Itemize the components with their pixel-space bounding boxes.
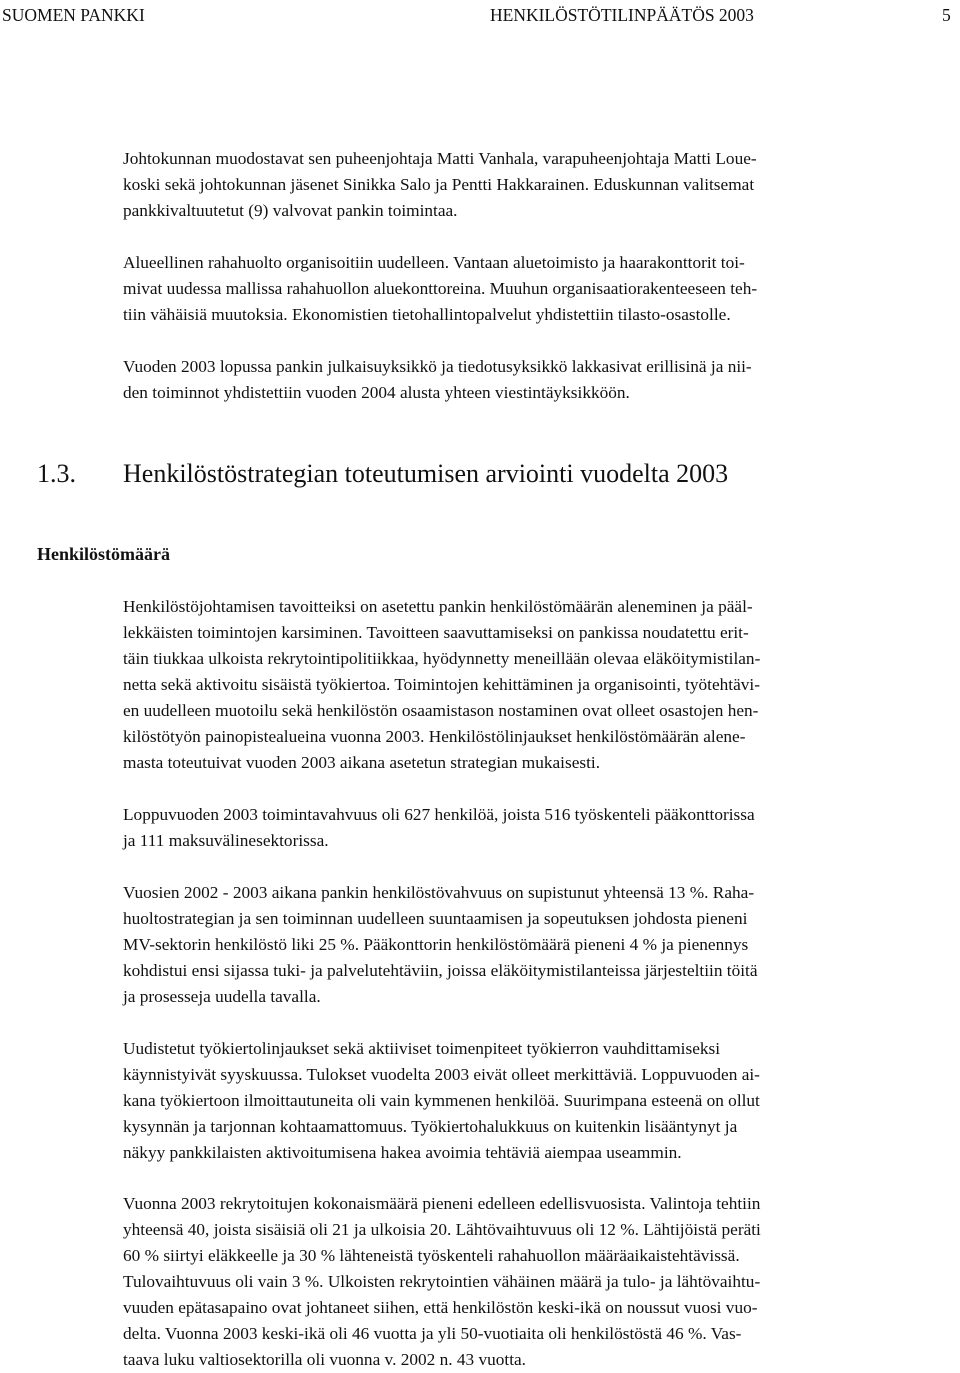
text-line: Alueellinen rahahuolto organisoitiin uudelleen. Vantaan aluetoimisto ja haarakonttorit toi- [123, 253, 745, 272]
subheading: Henkilöstömäärä [37, 544, 170, 564]
text-line: ja prosesseja uudella tavalla. [123, 987, 321, 1006]
paragraph [123, 594, 955, 776]
header-document-title: HENKILÖSTÖTILINPÄÄTÖS 2003 [490, 5, 754, 25]
paragraph [123, 802, 955, 854]
paragraph [123, 1191, 955, 1373]
text-line: pankkivaltuutetut (9) valvovat pankin toimintaa. [123, 201, 458, 220]
text-line: kana työkiertoon ilmoittautuneita oli vain kymmenen henkilöä. Suurimpana esteenä on ollut [123, 1091, 760, 1110]
text-line: Loppuvuoden 2003 toimintavahvuus oli 627 henkilöä, joista 516 työskenteli pääkonttorissa [123, 805, 755, 824]
section-number: 1.3. [37, 459, 76, 488]
text-line: Tulovaihtuvuus oli vain 3 %. Ulkoisten rekrytointien vähäinen määrä ja tulo- ja lähtövaihtu- [123, 1272, 761, 1291]
text-line: täin tiukkaa ulkoista rekrytointipolitiikkaa, hyödynnetty meneillään olevaa eläköitymistilan- [123, 649, 761, 668]
paragraph [123, 146, 955, 224]
text-line: Uudistetut työkiertolinjaukset sekä aktiiviset toimenpiteet työkierron vauhdittamiseksi [123, 1039, 721, 1058]
text-line: käynnistyivät syyskuussa. Tulokset vuodelta 2003 eivät olleet merkittäviä. Loppuvuoden ai- [123, 1065, 760, 1084]
page-header [0, 4, 960, 30]
text-line: kysynnän ja tarjonnan kohtaamattomuus. Työkiertohalukkuus on kuitenkin lisääntynyt ja [123, 1117, 738, 1136]
text-line: taava luku valtiosektorilla oli vuonna v. 2002 n. 43 vuotta. [123, 1350, 526, 1369]
text-line: näkyy pankkilaisten aktivoitumisena hakea avoimia tehtäviä aiempaa useammin. [123, 1143, 682, 1162]
text-line: netta sekä aktivoitu sisäistä työkiertoa. Toimintojen kehittäminen ja organisointi, työtehtävi- [123, 675, 760, 694]
text-line: mivat uudessa mallissa rahahuollon aluekonttoreina. Muuhun organisaatiorakenteeseen teh- [123, 279, 758, 298]
text-line: huoltostrategian ja sen toiminnan uudelleen suuntaamisen ja sopeutuksen johdosta pieneni [123, 909, 748, 928]
text-line: yhteensä 40, joista sisäisiä oli 21 ja ulkoisia 20. Lähtövaihtuvuus oli 12 %. Lähtijöistä peräti [123, 1220, 761, 1239]
text-line: Vuosien 2002 - 2003 aikana pankin henkilöstövahvuus on supistunut yhteensä 13 %. Raha- [123, 883, 755, 902]
text-line: vuuden epätasapaino ovat johtaneet siihen, että henkilöstön keski-ikä on noussut vuosi vuo- [123, 1298, 758, 1317]
text-line: Johtokunnan muodostavat sen puheenjohtaja Matti Vanhala, varapuheenjohtaja Matti Loue- [123, 149, 757, 168]
paragraph [123, 880, 955, 1010]
text-line: Henkilöstöjohtamisen tavoitteiksi on asetettu pankin henkilöstömäärän aleneminen ja pääl- [123, 597, 753, 616]
text-line: MV-sektorin henkilöstö liki 25 %. Pääkonttorin henkilöstömäärä pieneni 4 % ja pienennys [123, 935, 749, 954]
text-line: ja 111 maksuvälinesektorissa. [123, 831, 329, 850]
text-line: tiin vähäisiä muutoksia. Ekonomistien tietohallintopalvelut yhdistettiin tilasto-osastolle. [123, 305, 731, 324]
text-line: kilöstötyön painopistealueina vuonna 2003. Henkilöstölinjaukset henkilöstömäärän alene- [123, 727, 746, 746]
text-line: lekkäisten toimintojen karsiminen. Tavoitteen saavuttamiseksi on pankissa noudatettu erit- [123, 623, 749, 642]
text-line: Vuoden 2003 lopussa pankin julkaisuyksikkö ja tiedotusyksikkö lakkasivat erillisinä ja nii- [123, 357, 752, 376]
text-line: en uudelleen muotoilu sekä henkilöstön osaamistason nostaminen ovat olleet osastojen hen- [123, 701, 759, 720]
text-line: delta. Vuonna 2003 keski-ikä oli 46 vuotta ja yli 50-vuotiaita oli henkilöstöstä 46 %. Vas- [123, 1324, 742, 1343]
paragraph [123, 1036, 955, 1166]
section-title: Henkilöstöstrategian toteutumisen arviointi vuodelta 2003 [123, 459, 729, 488]
text-line: masta toteutuivat vuoden 2003 aikana asetetun strategian mukaisesti. [123, 753, 601, 772]
paragraph [123, 354, 955, 406]
text-line: Vuonna 2003 rekrytoitujen kokonaismäärä pieneni edelleen edellisvuosista. Valintoja tehtiin [123, 1194, 761, 1213]
paragraph [123, 250, 955, 328]
text-line: kohdistui ensi sijassa tuki- ja palvelutehtäviin, joissa eläköitymistilanteissa järjesteltiin töitä [123, 961, 758, 980]
page-number: 5 [942, 5, 951, 25]
header-organization: SUOMEN PANKKI [2, 5, 145, 25]
text-line: den toiminnot yhdistettiin vuoden 2004 alusta yhteen viestintäyksikköön. [123, 383, 630, 402]
text-line: koski sekä johtokunnan jäsenet Sinikka Salo ja Pentti Hakkarainen. Eduskunnan valitsemat [123, 175, 755, 194]
text-line: 60 % siirtyi eläkkeelle ja 30 % lähteneistä työskenteli rahahuollon määräaikaistehtävissä. [123, 1246, 740, 1265]
